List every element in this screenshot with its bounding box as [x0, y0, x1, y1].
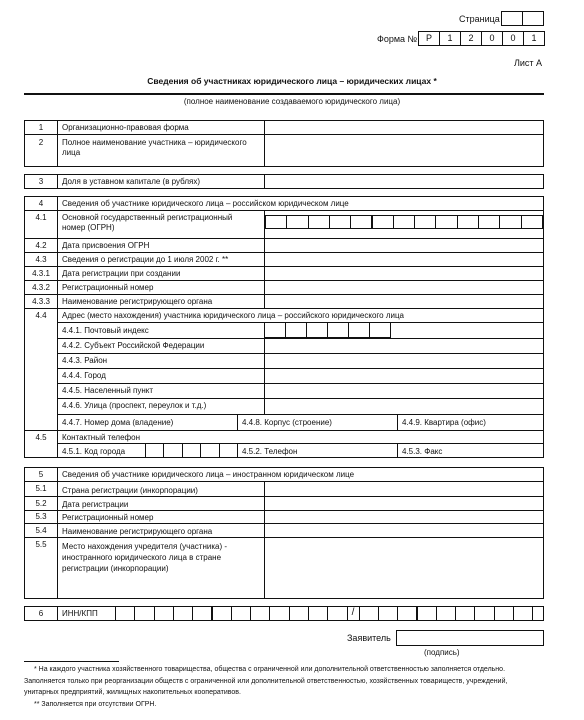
row-number: 4.1: [35, 213, 47, 222]
row-number: 5.2: [35, 499, 47, 508]
inn-digit-cell[interactable]: [212, 606, 232, 621]
postcode-cells: [264, 322, 390, 338]
ogrn-digit-cell[interactable]: [372, 215, 394, 229]
city-code-digit-cell[interactable]: [219, 443, 238, 458]
form-number-label: Форма №: [377, 34, 418, 44]
row-label: Страна регистрации (инкорпорации): [62, 486, 198, 495]
postcode-digit-cell[interactable]: [348, 322, 370, 338]
kpp-digit-cell[interactable]: [474, 606, 494, 621]
kpp-digit-cell[interactable]: [417, 606, 437, 621]
row-number: 4.3: [35, 255, 47, 264]
settlement-field[interactable]: [266, 385, 542, 397]
house-label: 4.4.7. Номер дома (владение): [62, 418, 174, 427]
postcode-digit-cell[interactable]: [285, 322, 307, 338]
inn-digit-cell[interactable]: [134, 606, 154, 621]
phone-label: 4.5.2. Телефон: [242, 447, 298, 456]
foreign-authority-field[interactable]: [266, 525, 542, 536]
ogrn-digit-cell[interactable]: [478, 215, 500, 229]
footnote-divider: [24, 661, 119, 662]
row-number: 1: [38, 123, 44, 132]
postcode-digit-cell[interactable]: [369, 322, 391, 338]
kpp-digit-cell[interactable]: [455, 606, 475, 621]
address-label-district: 4.4.3. Район: [62, 356, 108, 365]
row-label: Регистрационный номер: [62, 283, 154, 292]
form-number-char-cell[interactable]: 2: [460, 31, 482, 46]
kpp-digit-cell[interactable]: [378, 606, 398, 621]
row-label: Организационно-правовая форма: [62, 123, 189, 132]
page-title: Сведения об участниках юридического лица – юридических лицах *: [147, 76, 437, 86]
row-number: 5.1: [35, 484, 47, 493]
row-label: Место нахождения учредителя (участника) - иностранного юридического лица в стране регистрации (инкорпорации): [62, 542, 228, 573]
row-number: 4.3.1: [32, 269, 50, 278]
foreign-reg-number-field[interactable]: [266, 512, 542, 522]
org-name-line: [24, 93, 544, 95]
row-number: 4.4: [35, 311, 47, 320]
ogrn-cells: [265, 215, 544, 229]
row-number: 4.5: [35, 433, 47, 442]
address-label-city: 4.4.4. Город: [62, 371, 106, 380]
kpp-digit-cell[interactable]: [494, 606, 514, 621]
page-number-cell[interactable]: [501, 11, 523, 26]
ogrn-digit-cell[interactable]: [329, 215, 351, 229]
ogrn-digit-cell[interactable]: [393, 215, 415, 229]
corpus-label: 4.4.8. Корпус (строение): [242, 418, 332, 427]
ogrn-digit-cell[interactable]: [265, 215, 287, 229]
row-label: Контактный телефон: [62, 433, 140, 442]
row-number: 4.3.2: [32, 283, 50, 292]
ogrn-digit-cell[interactable]: [308, 215, 330, 229]
address-label-settlement: 4.4.5. Населенный пункт: [62, 386, 154, 395]
inn-digit-cell[interactable]: [308, 606, 328, 621]
page-label: Страница: [459, 14, 500, 24]
kpp-digit-cell[interactable]: [397, 606, 417, 621]
page-number-cell[interactable]: [522, 11, 544, 26]
kpp-digit-cell[interactable]: [436, 606, 456, 621]
form-number-char-cell[interactable]: 0: [481, 31, 503, 46]
address-label-postcode: 4.4.1. Почтовый индекс: [62, 326, 149, 335]
inn-digit-cell[interactable]: [115, 606, 135, 621]
form-number-char-cell[interactable]: 1: [523, 31, 545, 46]
row-label: Дата регистрации при создании: [62, 269, 181, 278]
row-number: 4.3.3: [32, 297, 50, 306]
footnote-1-line-1: * На каждого участника хозяйственного товарищества, общества с ограниченной или дополнительной ответственностью заполняется отдельно.: [34, 666, 506, 673]
row-number: 2: [38, 138, 44, 147]
city-code-digit-cell[interactable]: [163, 443, 182, 458]
row-label: Наименование регистрирующего органа: [62, 297, 213, 306]
row-label: Дата присвоения ОГРН: [62, 241, 150, 250]
section-heading: Сведения об участнике юридического лица – российском юридическом лице: [62, 199, 349, 208]
row-label: Основной государственный регистрационный номер (ОГРН): [62, 213, 233, 232]
footnote-1-line-2: Заполняется только при реорганизации обществ с ограниченной или дополнительной ответственностью, хозяйственных товариществ, учреждений,: [24, 678, 508, 685]
inn-digit-cell[interactable]: [250, 606, 270, 621]
ogrn-digit-cell[interactable]: [499, 215, 521, 229]
page-subtitle: (полное наименование создаваемого юридического лица): [183, 97, 401, 106]
address-label-street: 4.4.6. Улица (проспект, переулок и т.д.): [62, 401, 207, 410]
foreign-address-field[interactable]: [266, 539, 542, 597]
row-number: 5: [38, 470, 44, 479]
ogrn-digit-cell[interactable]: [521, 215, 543, 229]
row-label: Наименование регистрирующего органа: [62, 527, 213, 536]
fax-label: 4.5.3. Факс: [402, 447, 443, 456]
section-heading: Сведения об участнике юридического лица – иностранном юридическом лице: [62, 470, 355, 479]
inn-digit-cell[interactable]: [192, 606, 212, 621]
ogrn-date-field[interactable]: [266, 240, 542, 251]
row-number: 4: [38, 199, 44, 208]
city-code-label: 4.5.1. Код города: [62, 447, 126, 456]
row-label: Доля в уставном капитале (в рублях): [62, 177, 201, 186]
row-number: 3: [38, 177, 44, 186]
capital-share-field[interactable]: [266, 176, 542, 187]
kpp-digit-cell[interactable]: [359, 606, 379, 621]
kpp-digit-cell[interactable]: [513, 606, 533, 621]
inn-digit-cell[interactable]: [269, 606, 289, 621]
footnote-1-line-3: унитарных предприятий, жилищных накопительных кооперативов.: [24, 689, 241, 696]
form-number-char-cell[interactable]: 0: [502, 31, 524, 46]
row-label: Дата регистрации: [62, 500, 129, 509]
postcode-digit-cell[interactable]: [327, 322, 349, 338]
creation-date-field[interactable]: [266, 268, 542, 279]
city-field[interactable]: [266, 370, 542, 382]
participant-name-field[interactable]: [266, 136, 542, 165]
footnote-2: ** Заполняется при отсутствии ОГРН.: [34, 701, 157, 708]
street-field[interactable]: [266, 400, 542, 413]
inn-digit-cell[interactable]: [173, 606, 193, 621]
inn-kpp-separator: /: [351, 607, 355, 618]
signature-field[interactable]: [396, 630, 544, 646]
inn-digit-cell[interactable]: [289, 606, 309, 621]
city-code-digit-cell[interactable]: [182, 443, 201, 458]
ogrn-digit-cell[interactable]: [435, 215, 457, 229]
flat-label: 4.4.9. Квартира (офис): [402, 418, 486, 427]
row-number: 5.4: [35, 526, 47, 535]
row-label: ИНН/КПП: [62, 609, 98, 618]
registration-number-field[interactable]: [266, 282, 542, 293]
city-code-digit-cell[interactable]: [200, 443, 219, 458]
sheet-label: Лист А: [514, 58, 543, 68]
applicant-label: Заявитель: [347, 633, 391, 643]
ogrn-digit-cell[interactable]: [350, 215, 372, 229]
inn-kpp-cells: [115, 606, 544, 621]
signature-caption: (подпись): [424, 648, 460, 657]
foreign-reg-date-field[interactable]: [266, 498, 542, 509]
ogrn-digit-cell[interactable]: [457, 215, 479, 229]
district-field[interactable]: [266, 355, 542, 367]
country-field[interactable]: [266, 483, 542, 495]
row-label: Полное наименование участника – юридического лица: [62, 138, 247, 157]
row-label: Регистрационный номер: [62, 513, 154, 522]
region-field[interactable]: [266, 340, 542, 352]
row-label: Сведения о регистрации до 1 июля 2002 г. **: [62, 255, 229, 264]
row-number: 6: [38, 609, 44, 618]
legal-form-field[interactable]: [266, 122, 542, 133]
row-number: 4.2: [35, 241, 47, 250]
ogrn-digit-cell[interactable]: [414, 215, 436, 229]
inn-digit-cell[interactable]: [154, 606, 174, 621]
row-number: 5.3: [35, 512, 47, 521]
city-code-cells: [145, 443, 237, 458]
postcode-digit-cell[interactable]: [306, 322, 328, 338]
row-number: 5.5: [35, 540, 47, 549]
postcode-digit-cell[interactable]: [264, 322, 286, 338]
inn-digit-cell[interactable]: [231, 606, 251, 621]
row-label: Адрес (место нахождения) участника юридического лица – российского юридического лица: [62, 311, 404, 320]
ogrn-digit-cell[interactable]: [286, 215, 308, 229]
registering-authority-field[interactable]: [266, 296, 542, 307]
city-code-digit-cell[interactable]: [145, 443, 164, 458]
address-label-region: 4.4.2. Субъект Российской Федерации: [62, 341, 205, 350]
form-number-cells: [418, 31, 544, 46]
inn-digit-cell[interactable]: [327, 606, 347, 621]
form-number-char-cell[interactable]: Р: [418, 31, 440, 46]
form-number-char-cell[interactable]: 1: [439, 31, 461, 46]
